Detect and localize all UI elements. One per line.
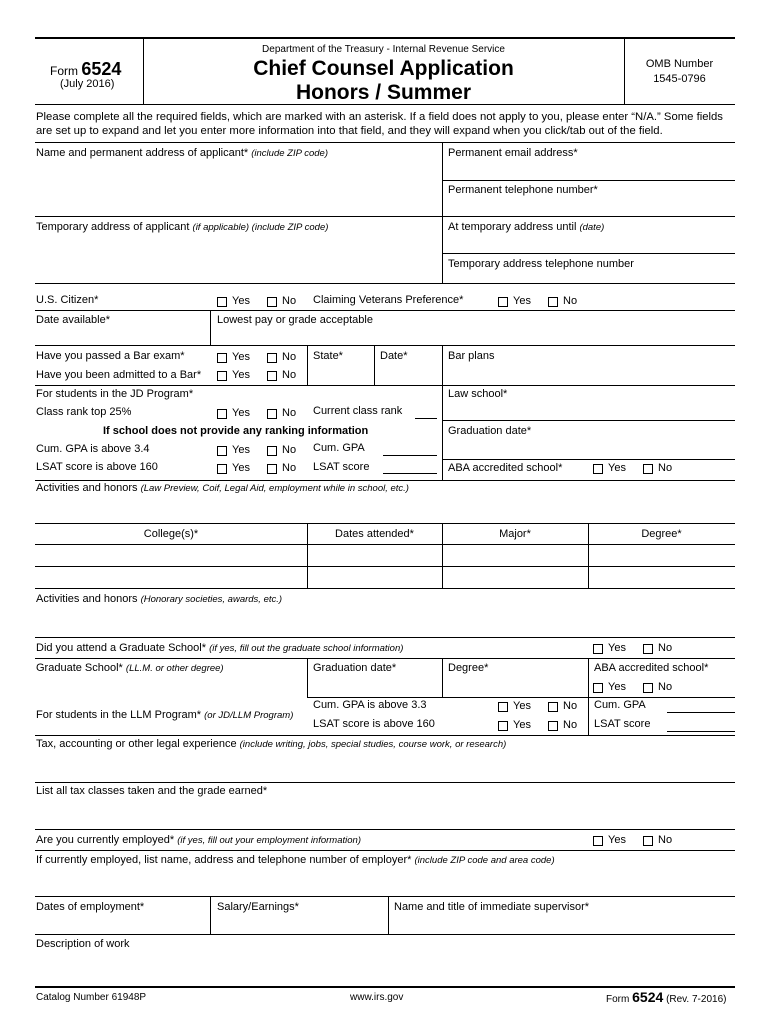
rule [35,782,735,783]
college-header: College(s)* [143,528,199,540]
rule [442,658,443,697]
class-rank-yes-label: Yes [232,407,250,419]
temp-address-label: Temporary address of applicant (if applicable) (include ZIP code) [36,221,329,233]
no-ranking-heading: If school does not provide any ranking information [103,425,369,437]
email-label: Permanent email address* [448,147,578,159]
current-rank-label: Current class rank [313,405,403,417]
rule [388,896,389,934]
rule [35,637,735,638]
rule [35,523,735,524]
bar-date-label: Date* [380,350,408,362]
citizen-yes-label: Yes [232,295,250,307]
rule [442,459,735,460]
grad-lsat-label: LSAT score is above 160 [313,718,435,730]
grad-lsat-score-field[interactable] [667,731,735,732]
instructions-line2: are set up to expand and let you enter more information into that field, and they will expand when you click/tab out of the field. [36,125,663,137]
jd-lsat-no-label: No [282,462,297,474]
bar-passed-label: Have you passed a Bar exam* [36,350,185,362]
bar-state-label: State* [313,350,343,362]
jd-lsat-no-checkbox[interactable] [267,464,277,474]
employment-dates-label: Dates of employment* [36,901,145,913]
supervisor-label: Name and title of immediate supervisor* [394,901,590,913]
rule [35,735,735,736]
bar-passed-yes-label: Yes [232,351,250,363]
instructions-line1: Please complete all the required fields, which are marked with an asterisk. If a field does not apply to you, please enter “N/A.” Some fields [36,111,723,123]
jd-cum-gpa-field[interactable] [383,455,437,456]
name-address-label: Name and permanent address of applicant* (include ZIP code) [36,147,328,159]
form-label: Form 6524 [50,59,122,79]
grad-date-label: Graduation date* [313,662,397,674]
tax-classes-field[interactable] [36,799,734,827]
jd-activities-label: Activities and honors (Law Preview, Coif, Legal Aid, employment while in school, etc.) [36,482,409,494]
rule [35,480,735,481]
jd-aba-no-checkbox[interactable] [643,464,653,474]
grad-cum-gpa-field[interactable] [667,712,735,713]
employer-label: If currently employed, list name, address and telephone number of employer* (include ZIP code and area code) [36,854,555,866]
rule [35,588,735,589]
rule [35,216,735,217]
footer-rule [35,986,735,988]
class-rank-label: Class rank top 25% [36,406,132,418]
major-header: Major* [499,528,531,540]
veterans-yes-label: Yes [513,295,531,307]
grad-attend-yes-checkbox[interactable] [593,644,603,654]
website: www.irs.gov [350,992,404,1003]
header-divider-right [624,38,625,104]
footer-form-label: Form 6524 (Rev. 7-2016) [606,989,727,1005]
bar-passed-yes-checkbox[interactable] [217,353,227,363]
jd-gpa-yes-label: Yes [232,444,250,456]
bar-passed-no-label: No [282,351,297,363]
temp-until-field[interactable] [448,236,733,251]
bar-admitted-yes-checkbox[interactable] [217,371,227,381]
law-school-label: Law school* [448,388,508,400]
rule [374,345,375,385]
grad-aba-no-checkbox[interactable] [643,683,653,693]
form-date: (July 2016) [60,78,115,90]
grad-cum-gpa-label: Cum. GPA [594,699,646,711]
jd-lsat-yes-label: Yes [232,462,250,474]
temp-phone-label: Temporary address telephone number [448,258,634,270]
employed-yes-checkbox[interactable] [593,836,603,846]
grad-gpa-label: Cum. GPA is above 3.3 [313,699,427,711]
bar-plans-label: Bar plans [448,350,495,362]
rule [210,310,211,345]
employed-no-label: No [658,834,673,846]
grad-attend-yes-label: Yes [608,642,626,654]
employed-no-checkbox[interactable] [643,836,653,846]
veterans-yes-checkbox[interactable] [498,297,508,307]
grad-attend-label: Did you attend a Graduate School* (if yes, fill out the graduate school information) [36,642,404,654]
rule [35,850,735,851]
tax-experience-label: Tax, accounting or other legal experience (include writing, jobs, special studies, course work, or research) [36,738,507,750]
veterans-label: Claiming Veterans Preference* [313,294,464,306]
llm-label: For students in the LLM Program* (or JD/LLM Program) [36,709,294,721]
email-field[interactable] [448,162,733,178]
jd-lsat-label: LSAT score is above 160 [36,461,158,473]
tax-experience-field[interactable] [36,752,734,780]
tax-classes-label: List all tax classes taken and the grade earned* [36,785,268,797]
rule [307,697,735,698]
grad-lsat-no-label: No [563,719,578,731]
bar-admitted-label: Have you been admitted to a Bar* [36,369,202,381]
citizen-label: U.S. Citizen* [36,294,99,306]
department: Department of the Treasury - Internal Revenue Service [262,44,505,55]
class-rank-no-label: No [282,407,297,419]
rule [307,345,308,385]
grad-school-label: Graduate School* (LL.M. or other degree) [36,662,224,674]
jd-activities-field[interactable] [36,496,734,520]
phone-field[interactable] [448,198,733,214]
grad-gpa-yes-checkbox[interactable] [498,702,508,712]
college-activities-label: Activities and honors (Honorary societies, awards, etc.) [36,593,283,605]
lowest-pay-label: Lowest pay or grade acceptable [217,314,373,326]
rule [442,142,443,283]
college-row-2[interactable] [35,567,735,587]
salary-label: Salary/Earnings* [217,901,299,913]
form-title: Chief Counsel Application [253,57,514,80]
citizen-yes-checkbox[interactable] [217,297,227,307]
class-rank-yes-checkbox[interactable] [217,409,227,419]
jd-lsat-score-field[interactable] [383,473,437,474]
bar-admitted-yes-label: Yes [232,369,250,381]
grad-degree-label: Degree* [448,662,489,674]
grad-aba-yes-checkbox[interactable] [593,683,603,693]
degree-header: Degree* [641,528,682,540]
rule [35,829,735,830]
employed-yes-label: Yes [608,834,626,846]
work-description-field[interactable] [36,952,734,982]
grad-attend-no-label: No [658,642,673,654]
rule [35,385,735,386]
rule [35,142,735,143]
rule [35,345,735,346]
jd-lsat-yes-checkbox[interactable] [217,464,227,474]
grad-aba-label: ABA accredited school* [594,662,709,674]
college-row-1[interactable] [35,545,735,565]
jd-grad-date-label: Graduation date* [448,425,532,437]
rule [35,658,735,659]
rule [35,934,735,935]
grad-lsat-score-label: LSAT score [594,718,651,730]
grad-gpa-no-label: No [563,700,578,712]
form-subtitle: Honors / Summer [295,81,472,104]
rule [35,310,735,311]
dates-attended-header: Dates attended* [335,528,414,540]
bar-admitted-no-label: No [282,369,297,381]
catalog-number: Catalog Number 61948P [36,992,147,1003]
rule [35,283,735,284]
jd-gpa-yes-checkbox[interactable] [217,446,227,456]
grad-gpa-yes-label: Yes [513,700,531,712]
grad-lsat-yes-checkbox[interactable] [498,721,508,731]
rule [35,896,735,897]
jd-header: For students in the JD Program* [36,388,194,400]
grad-lsat-no-checkbox[interactable] [548,721,558,731]
current-rank-field[interactable] [415,418,437,419]
veterans-no-checkbox[interactable] [548,297,558,307]
college-activities-field[interactable] [36,607,734,634]
temp-address-field[interactable] [36,236,436,280]
citizen-no-label: No [282,295,297,307]
jd-gpa-no-label: No [282,444,297,456]
omb-label: OMB Number [645,58,714,70]
citizen-no-checkbox[interactable] [267,297,277,307]
bar-passed-no-checkbox[interactable] [267,353,277,363]
temp-until-label: At temporary address until (date) [448,221,605,233]
jd-lsat-score-label: LSAT score [313,461,370,473]
veterans-no-label: No [563,295,578,307]
omb-number: 1545-0796 [653,73,706,85]
rule [307,658,308,697]
top-rule [35,37,735,39]
class-rank-no-checkbox[interactable] [267,409,277,419]
rule [442,420,735,421]
grad-gpa-no-checkbox[interactable] [548,702,558,712]
jd-aba-yes-checkbox[interactable] [593,464,603,474]
grad-aba-yes-label: Yes [608,681,626,693]
jd-gpa-label: Cum. GPA is above 3.4 [36,443,150,455]
name-address-field[interactable] [36,162,436,212]
jd-aba-no-label: No [658,462,673,474]
work-description-label: Description of work [36,938,130,950]
jd-aba-yes-label: Yes [608,462,626,474]
date-available-label: Date available* [36,314,110,326]
grad-aba-no-label: No [658,681,673,693]
rule [442,253,735,254]
employed-label: Are you currently employed* (if yes, fill out your employment information) [36,834,361,846]
jd-aba-label: ABA accredited school* [448,462,563,474]
jd-gpa-no-checkbox[interactable] [267,446,277,456]
employer-field[interactable] [36,868,734,893]
jd-cum-gpa-label: Cum. GPA [313,442,365,454]
phone-label: Permanent telephone number* [448,184,598,196]
grad-lsat-yes-label: Yes [513,719,531,731]
rule [442,180,735,181]
grad-attend-no-checkbox[interactable] [643,644,653,654]
rule [210,896,211,934]
bar-admitted-no-checkbox[interactable] [267,371,277,381]
